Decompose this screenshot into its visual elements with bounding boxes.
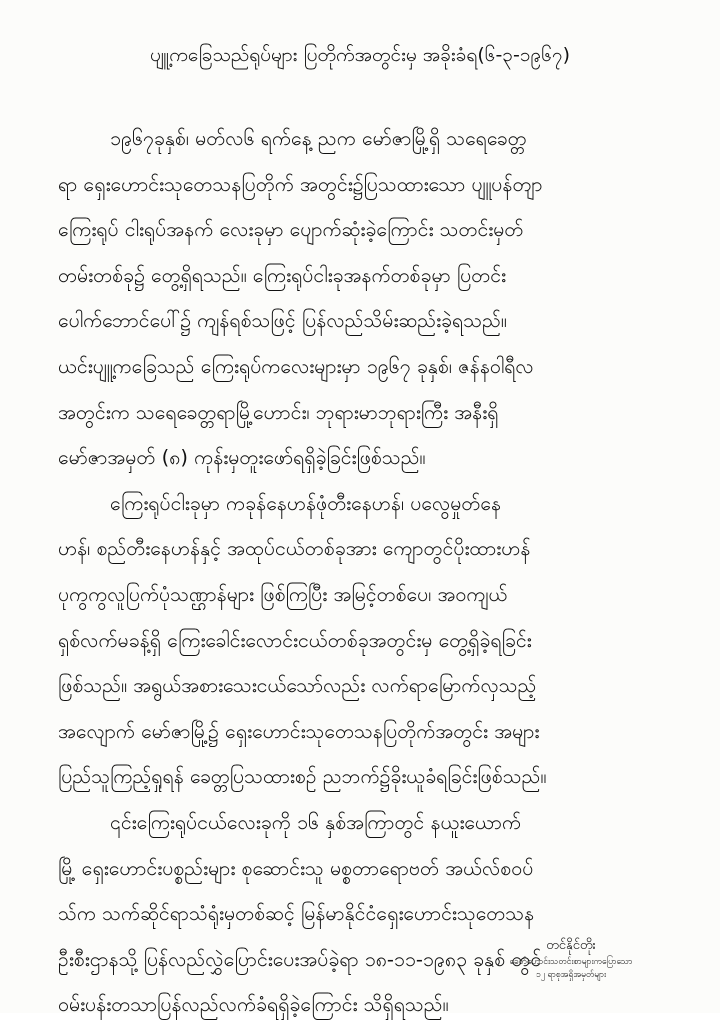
source-title: ခေတ်ဟောင်းသတင်းစာများကပြောသော — [509, 957, 633, 967]
document-title: ပျူ့ကခြေသည်ရုပ်များ ပြတိုက်အတွင်းမှ အခိုးခံရ(၆-၃-၁၉၆၇) — [149, 44, 571, 66]
paragraph-3-line: ၎င်းကြေးရုပ်ငယ်လေးခုကို ၁၆ နှစ်အကြာတွင် နယူးယောက် — [110, 810, 522, 834]
paragraph-1-line: တမ်းတစ်ခု၌ တွေ့ရှိရသည်။ ကြေးရုပ်ငါးခုအနက်တစ်ခုမှာ ပြတင်း — [58, 263, 506, 287]
paragraph-3-line: ဦးစီးဌာနသို့ ပြန်လည်လွှဲပြောင်းပေးအပ်ခဲ့ရာ ၁၈-၁၁-၁၉၈၃ ခုနှစ် တွင် — [58, 947, 542, 971]
paragraph-2-line: ဟန်၊ စည်တီးနေဟန်နှင့် အထုပ်ငယ်တစ်ခုအား ကျောတွင်ပိုးထားဟန် — [58, 537, 531, 561]
source-subtitle: ၁၂ ရာစုအရှိအမှတ်များ — [535, 970, 607, 980]
paragraph-1-line: အတွင်းက သရေခေတ္တရာမြို့ဟောင်း၊ ဘုရားမာဘုရားကြီး အနီးရှိ — [58, 400, 499, 424]
author-signature — [476, 936, 666, 982]
paragraph-1-line: ကြေးရုပ် ငါးရုပ်အနက် လေးခုမှာ ပျောက်ဆုံးခဲ့ကြောင်း သတင်းမှတ် — [58, 218, 524, 242]
author-name: တင်နိုင်တိုး — [546, 938, 596, 953]
paragraph-2-line: ပြည်သူကြည့်ရှုရန် ခေတ္တပြသထားစဉ် ညဘက်၌ခိုးယူခံရခြင်းဖြစ်သည်။ — [58, 765, 547, 789]
paragraph-1-line: ၁၉၆၇ခုနှစ်၊ မတ်လ၆ ရက်နေ့ ညက မော်ဇာမြို့ရှိ သရေခေတ္တ — [110, 127, 527, 150]
paragraph-1-line: ရာ ရှေးဟောင်းသုတေသနပြတိုက် အတွင်း၌ပြသထားသော ပျူပန်တျာ — [58, 172, 543, 196]
paragraph-3-line: မြို့ ရှေးဟောင်းပစ္စည်းများ စုဆောင်းသူ မစ္စတာရောဗတ် အယ်လ်စဝပ် — [58, 856, 534, 880]
paragraph-2-line: ပုကွကွလူပြက်ပုံသဏ္ဌာန်များ ဖြစ်ကြပြီး အမြင့်တစ်ပေ၊ အဝကျယ် — [58, 582, 508, 606]
paragraph-3-line: သ်က သက်ဆိုင်ရာသံရုံးမှတစ်ဆင့် မြန်မာနိုင်ငံရှေးဟောင်းသုတေသန — [58, 902, 535, 926]
paragraph-2-line: ဖြစ်သည်။ အရွယ်အစားသေးငယ်သော်လည်း လက်ရာမြောက်လှသည့် — [58, 674, 537, 698]
article-body — [58, 116, 670, 1028]
paragraph-3-line: ဝမ်းပန်းတသာပြန်လည်လက်ခံရရှိခဲ့ကြောင်း သိရှိရသည်။ — [58, 993, 449, 1017]
paragraph-1-line: ပေါက်ဘောင်ပေါ်၌ ကျန်ရစ်သဖြင့် ပြန်လည်သိမ်းဆည်းခဲ့ရသည်။ — [58, 309, 507, 333]
paragraph-2-line: ကြေးရုပ်ငါးခုမှာ ကခုန်နေဟန်ဖုံတီးနေဟန်၊ ပလွေမှုတ်နေ — [110, 491, 502, 515]
paragraph-2-line: အလျောက် မော်ဇာမြို့၌ ရှေးဟောင်းသုတေသနပြတိုက်အတွင်း အများ — [58, 719, 540, 743]
paragraph-1-line: မော်ဇာအမှတ် (၈) ကုန်းမှတူးဖော်ရရှိခဲ့ခြင်းဖြစ်သည်။ — [58, 446, 426, 470]
paragraph-1-line: ယင်းပျူ့ကခြေသည် ကြေးရုပ်ကလေးများမှာ ၁၉၆၇ ခုနှစ်၊ ဇန်နဝါရီလ — [58, 354, 534, 378]
paragraph-2-line: ရှစ်လက်မခန့်ရှိ ကြေးခေါင်းလောင်းငယ်တစ်ခုအတွင်းမှ တွေ့ရှိခဲ့ရခြင်း — [58, 628, 532, 652]
